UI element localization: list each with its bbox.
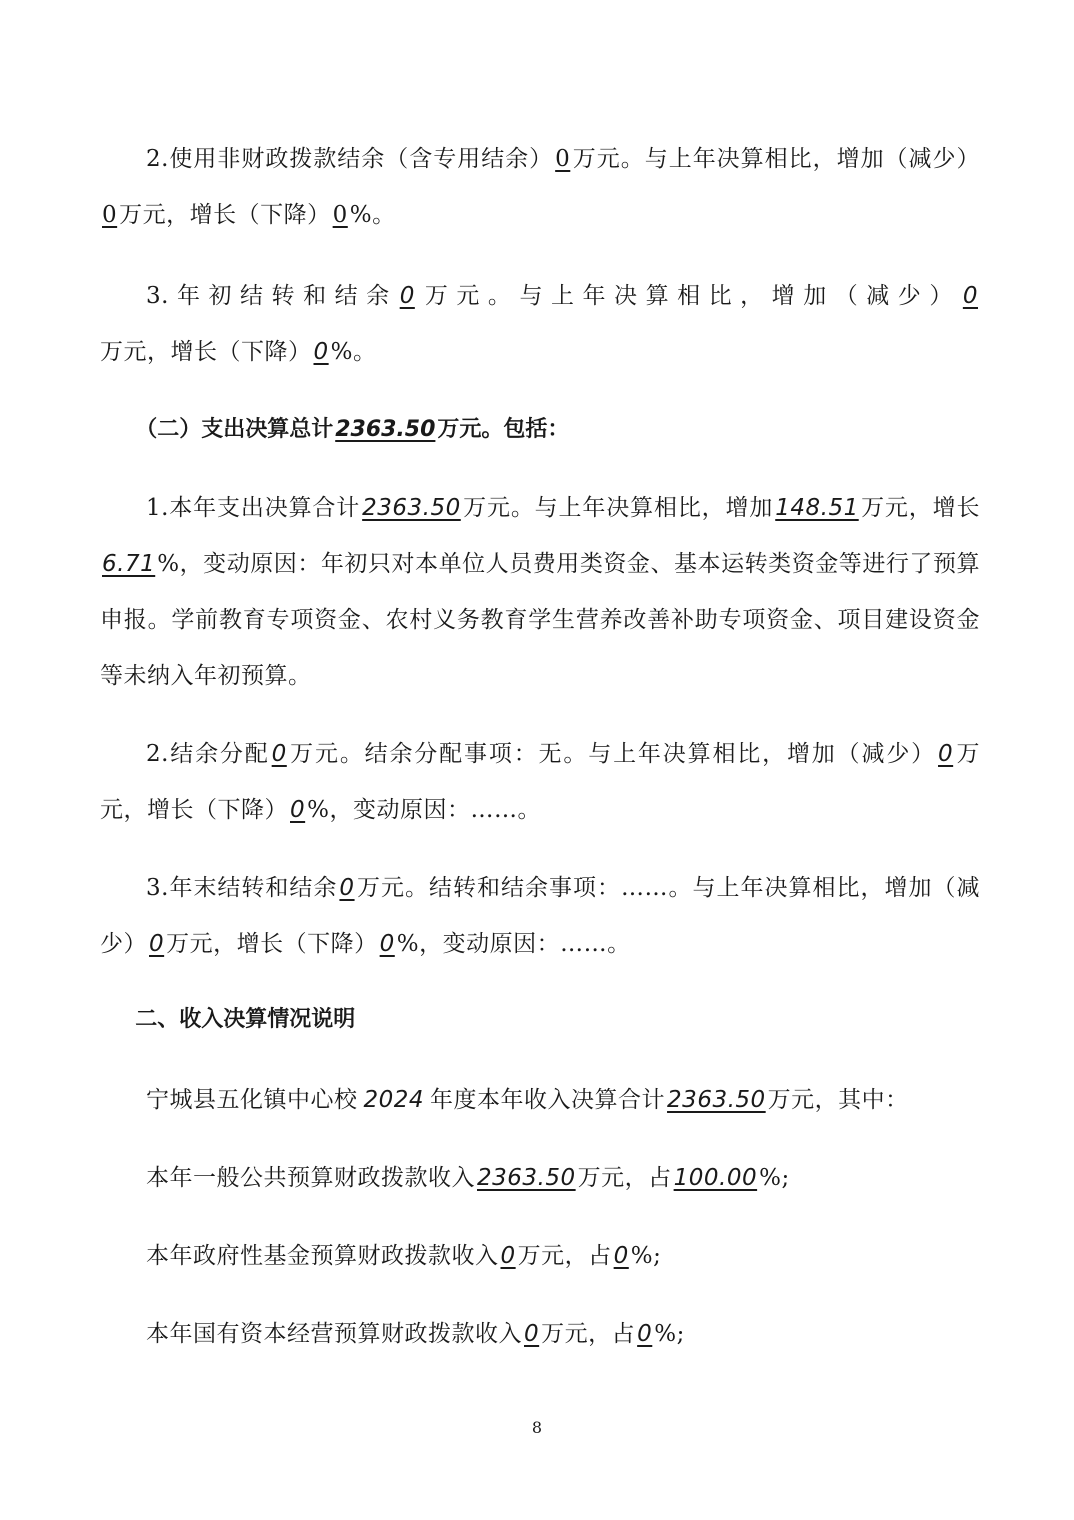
value-year: 2024 [363,1087,425,1113]
paragraph-expenditure-sum [100,480,980,704]
paragraph-closing-balance [100,860,980,972]
value-amount: 2363.50 [362,495,461,521]
value-percent: 100.00 [673,1165,758,1191]
value-percent: 0 [637,1321,653,1347]
text: 本年国有资本经营预算财政拨款收入 [146,1321,522,1347]
value-amount: 0 [339,875,355,901]
value-amount: 0 [555,146,571,172]
text: %。 [349,202,396,228]
text: 年度本年收入决算合计 [430,1087,666,1113]
value-increase: 148.51 [775,495,859,521]
paragraph-balance-distribution [100,726,980,838]
value-amount: 2363.50 [667,1087,766,1113]
value-change: 0 [149,931,165,957]
text: 万元。与上年决算相比，增加 [462,495,774,521]
text: 万元。结转和结余事项：……。与上年决算相比，增加（减少） [100,875,980,957]
text: %，变动原因：年初只对本单位人员费用类资金、基本运转类资金等进行了预算申报。学前教育专项资金、农村义务教育学生营养改善补助专项资金、项目建设资金等未纳入年初预算。 [100,551,980,689]
text: 3.年末结转和结余 [146,875,338,901]
paragraph-income-total [100,1072,980,1128]
value-change: 0 [102,202,118,228]
value-change: 0 [938,741,954,767]
section-heading-expenditure-total [100,410,980,450]
value-percent: 0 [313,339,329,365]
text: 万元，增长 [860,495,980,521]
text: （二）支出决算总计 [135,417,334,442]
value-percent: 0 [290,797,306,823]
text: 万元，增长（下降） [119,202,331,228]
value-percent: 0 [613,1243,629,1269]
value-total: 2363.50 [335,417,436,442]
section-heading-income: 二、收入决算情况说明 [135,1007,356,1032]
text: 万元，增长（下降） [100,741,980,823]
text: 万元，增长（下降） [100,339,312,365]
text: 1.本年支出决算合计 [146,495,361,521]
value-amount: 2363.50 [477,1165,576,1191]
text: 本年政府性基金预算财政拨款收入 [146,1243,499,1269]
value-amount: 0 [399,283,415,309]
text: 万元，其中： [767,1087,909,1113]
paragraph-government-fund-income [100,1228,980,1284]
paragraph-state-capital-income [100,1306,980,1362]
text: %，变动原因：……。 [396,931,631,957]
text: 万元，占 [577,1165,672,1191]
text: %，变动原因：……。 [307,797,541,823]
text: 万元，占 [541,1321,636,1347]
paragraph-non-fiscal-balance [100,131,980,243]
value-amount: 0 [271,741,287,767]
text: 万元。与上年决算相比，增加（减少） [416,283,961,309]
text: 2.使用非财政拨款结余（含专用结余） [146,146,554,172]
value-percent: 0 [379,931,395,957]
text: 本年一般公共预算财政拨款收入 [146,1165,475,1191]
text: 万元。与上年决算相比，增加（减少） [572,146,981,172]
value-amount: 0 [524,1321,540,1347]
paragraph-general-budget-income [100,1150,980,1206]
text: %; [759,1165,790,1191]
text: 万元，占 [517,1243,612,1269]
page-number: 8 [531,1418,543,1437]
text: 万元，增长（下降） [166,931,378,957]
value-percent: 0 [332,202,348,228]
text: 万元。包括： [437,417,570,442]
text: %。 [330,339,377,365]
text: 万元。结余分配事项：无。与上年决算相比，增加（减少） [288,741,937,767]
text: 宁城县五化镇中心校 [146,1087,358,1113]
value-amount: 0 [500,1243,516,1269]
text: %; [654,1321,685,1347]
text: 3.年初结转和结余 [146,283,398,309]
paragraph-opening-balance [100,268,980,380]
value-percent: 6.71 [102,551,156,577]
text: 2.结余分配 [146,741,270,767]
text: %; [630,1243,662,1269]
value-change: 0 [962,283,978,309]
